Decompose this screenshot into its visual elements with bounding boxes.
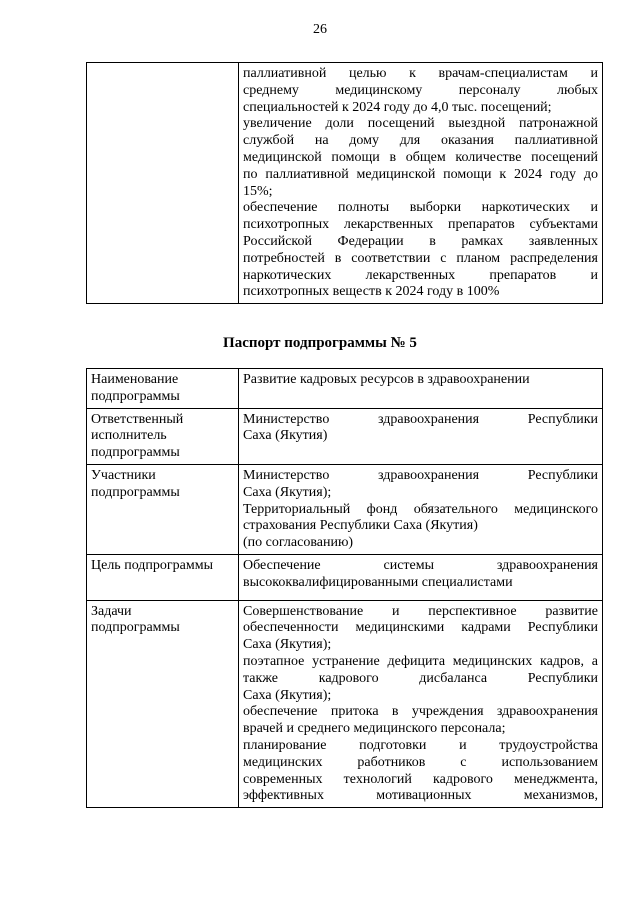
text-line: 15%;	[243, 183, 273, 199]
value-line: Территориальный фонд обязательного медицинского	[243, 501, 598, 517]
value-line: Министерство здравоохранения Республики	[243, 411, 598, 427]
value-line: Саха (Якутия);	[243, 687, 332, 703]
text-line: медицинской помощи в общем количестве посещений	[243, 149, 598, 165]
label-line: подпрограммы	[91, 484, 180, 500]
value-line: обеспеченности медицинскими кадрами Республики	[243, 620, 598, 636]
label-line: Ответственный	[91, 411, 184, 427]
row-value	[239, 600, 603, 808]
text-line: наркотических лекарственных препаратов и	[243, 267, 598, 283]
table-row	[87, 464, 603, 554]
text-line: службой на дому для оказания паллиативной	[243, 133, 598, 149]
label-line: исполнитель	[91, 428, 167, 444]
label-line: Задачи	[91, 603, 132, 619]
row-value	[239, 554, 603, 600]
text-line: обеспечение полноты выборки наркотических и	[243, 200, 598, 216]
row-value	[239, 369, 603, 409]
value-line: современных технологий кадрового менеджмента,	[243, 771, 598, 787]
value-line: высококвалифицированными специалистами	[243, 574, 513, 590]
value-line: страхования Республики Саха (Якутия)	[243, 518, 478, 534]
value-line: Министерство здравоохранения Республики	[243, 467, 598, 483]
section-title: Паспорт подпрограммы № 5	[223, 335, 417, 351]
value-line: эффективных мотивационных механизмов,	[243, 788, 598, 804]
table-row	[87, 369, 603, 409]
label-line: Цель подпрограммы	[91, 557, 213, 573]
row-value	[239, 408, 603, 464]
table-row	[87, 408, 603, 464]
value-line: Развитие кадровых ресурсов в здравоохранении	[243, 372, 530, 387]
text-line: психотропных веществ к 2024 году в 100%	[243, 284, 500, 300]
value-line: Обеспечение системы здравоохранения	[243, 557, 598, 573]
value-line: обеспечение притока в учреждения здравоохранения	[243, 704, 598, 720]
label-line: Участники	[91, 467, 156, 483]
value-line: медицинских работников с использованием	[243, 754, 598, 770]
table-row	[87, 554, 603, 600]
text-line: увеличение доли посещений выездной патронажной	[243, 116, 598, 132]
text-line: среднему медицинскому персоналу любых	[243, 82, 598, 98]
value-line: Саха (Якутия);	[243, 637, 332, 653]
page-number: 26	[313, 22, 327, 37]
value-line: поэтапное устранение дефицита медицинских кадров, а	[243, 653, 598, 669]
label-line: Наименование	[91, 372, 179, 387]
text-line: по паллиативной медицинской помощи к 2024 году до	[243, 166, 598, 182]
text-cell	[239, 63, 603, 304]
row-value	[239, 464, 603, 554]
value-line: также кадрового дисбаланса Республики	[243, 670, 598, 686]
row-label	[87, 408, 239, 464]
text-line: специальностей к 2024 году до 4,0 тыс. посещений;	[243, 99, 552, 115]
text-line: потребностей в соответствии с планом распределения	[243, 250, 598, 266]
text-line: паллиативной целью к врачам-специалистам и	[243, 66, 598, 81]
label-line: подпрограммы	[91, 620, 180, 636]
row-label	[87, 554, 239, 600]
continuation-table	[86, 62, 603, 304]
empty-label-cell	[87, 63, 239, 304]
text-line: психотропных лекарственных препаратов субъектами	[243, 217, 598, 233]
row-label	[87, 600, 239, 808]
value-line: Саха (Якутия);	[243, 484, 332, 500]
passport-table	[86, 368, 603, 808]
row-label	[87, 464, 239, 554]
table-row	[87, 63, 603, 304]
value-line: (по согласованию)	[243, 535, 354, 551]
value-line: врачей и среднего медицинского персонала;	[243, 721, 506, 737]
value-line: Саха (Якутия)	[243, 428, 328, 444]
label-line: подпрограммы	[91, 445, 180, 461]
value-line: планирование подготовки и трудоустройства	[243, 737, 598, 753]
row-label	[87, 369, 239, 409]
value-line: Совершенствование и перспективное развитие	[243, 603, 598, 619]
label-line: подпрограммы	[91, 388, 180, 404]
table-row	[87, 600, 603, 808]
text-line: Российской Федерации в рамках заявленных	[243, 233, 598, 249]
